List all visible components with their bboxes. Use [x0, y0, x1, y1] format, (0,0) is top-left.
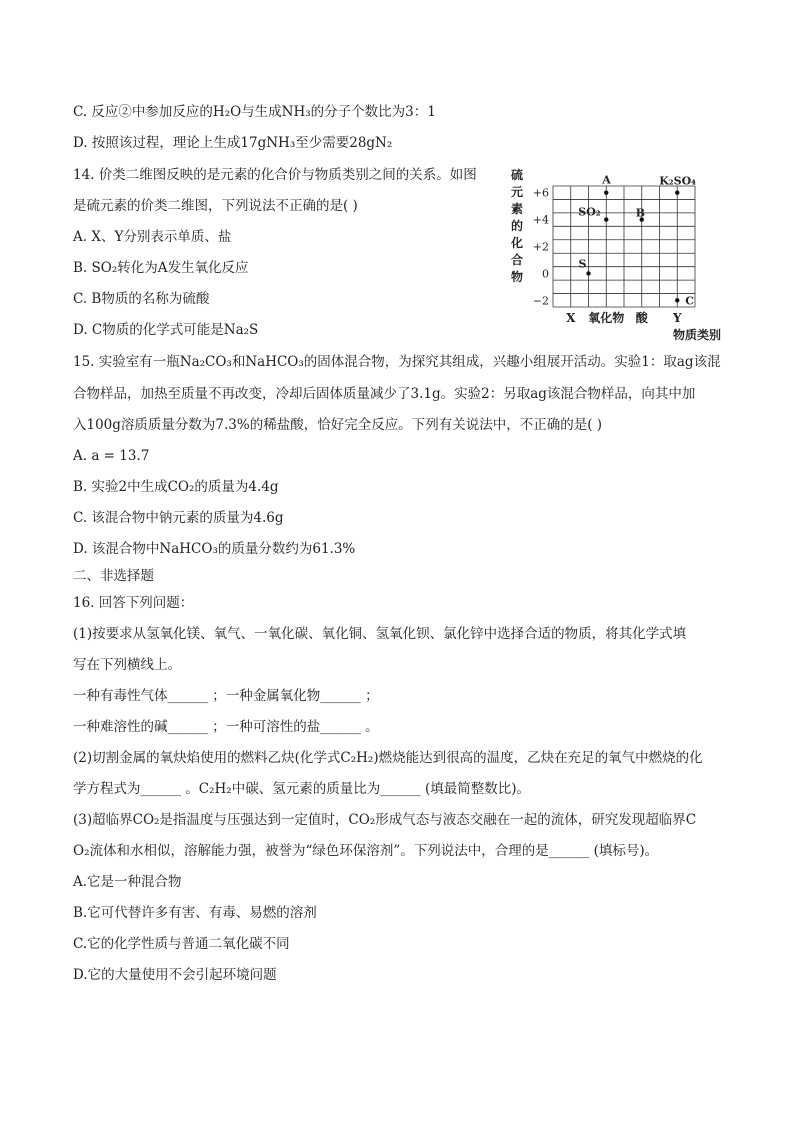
data-point — [675, 298, 679, 302]
point-label: K₂SO₄ — [659, 174, 696, 188]
q13-option-c: C. 反应②中参加反应的H₂O与生成NH₃的分子个数比为3：1 — [73, 104, 436, 120]
data-point — [675, 191, 679, 195]
y-tick-label: +2 — [532, 240, 549, 254]
section-heading: 二、非选择题 — [73, 568, 154, 584]
q15-option-d: D. 该混合物中NaHCO₃的质量分数约为61.3% — [73, 541, 356, 557]
q16-part3-option-a: A.它是一种混合物 — [73, 874, 182, 890]
y-axis-label-char: 素 — [510, 202, 524, 216]
point-label: A — [602, 173, 611, 187]
q14-option-d: D. C物质的化学式可能是Na₂S — [73, 322, 259, 338]
data-point — [586, 271, 590, 275]
q14-option-c: C. B物质的名称为硫酸 — [73, 291, 210, 307]
y-axis-label-char: 化 — [510, 236, 524, 250]
sulfur-valence-class-chart — [505, 165, 735, 345]
q16-part3-option-d: D.它的大量使用不会引起环境问题 — [73, 967, 277, 983]
y-axis-label-char: 合 — [510, 253, 524, 267]
q15-stem-line3: 入100g溶质质量分数为7.3%的稀盐酸，恰好完全反应。下列有关说法中，不正确的是( ) — [73, 417, 603, 433]
q16-part1-blanks1: 一种有毒性气体______ ；一种金属氧化物______ ； — [73, 688, 379, 704]
q15-stem-line1: 15. 实验室有一瓶Na₂CO₃和NaHCO₃的固体混合物，为探究其组成，兴趣小组展开活动。实验1：取ag该混 — [73, 354, 721, 370]
q16-part2-line1: (2)切割金属的氧炔焰使用的燃料乙炔(化学式C₂H₂)燃烧能达到很高的温度，乙炔在充足的氧气中燃烧的化 — [73, 750, 703, 766]
q15-option-c: C. 该混合物中钠元素的质量为4.6g — [73, 510, 284, 526]
q16-part3-option-b: B.它可代替许多有害、有毒、易燃的溶剂 — [73, 905, 317, 921]
q15-option-a: A. a = 13.7 — [73, 448, 150, 464]
y-axis-label-char: 物 — [510, 270, 524, 284]
point-label: S — [578, 257, 587, 271]
x-category-label: X — [566, 311, 576, 325]
q16-stem: 16. 回答下列问题： — [73, 595, 194, 611]
x-category-label: 氧化物 — [588, 311, 625, 325]
point-label: B — [635, 206, 646, 220]
q14-stem-line1: 14. 价类二维图反映的是元素的化合价与物质类别之间的关系。如图 — [73, 167, 477, 183]
x-axis-label: 物质类别 — [672, 328, 722, 342]
x-category-label: 酸 — [635, 311, 648, 325]
y-tick-label: +4 — [532, 213, 549, 227]
q16-part2-line2: 学方程式为______ 。C₂H₂中碳、氢元素的质量比为______ (填最简整数比)。 — [73, 781, 531, 797]
q15-option-b: B. 实验2中生成CO₂的质量为4.4g — [73, 479, 279, 495]
q13-option-d: D. 按照该过程，理论上生成17gNH₃至少需要28gN₂ — [73, 135, 393, 151]
q14-option-a: A. X、Y分别表示单质、盐 — [73, 229, 232, 245]
q15-stem-line2: 合物样品，加热至质量不再改变，冷却后固体质量减少了3.1g。实验2：另取ag该混合物样品，向其中加 — [73, 386, 696, 402]
data-point — [604, 191, 608, 195]
y-axis-label-char: 元 — [510, 185, 524, 199]
q16-part3-line1: (3)超临界CO₂是指温度与压强达到一定值时，CO₂形成气态与液态交融在一起的流体，研究发现超临界C — [73, 812, 697, 828]
chart-labels — [510, 167, 721, 342]
q14-option-b: B. SO₂转化为A发生氧化反应 — [73, 260, 249, 276]
q16-part1-line2: 写在下列横线上。 — [73, 657, 181, 673]
x-category-label: Y — [672, 311, 682, 325]
y-axis-label-char: 硫 — [510, 168, 524, 182]
q16-part3-option-c: C.它的化学性质与普通二氧化碳不同 — [73, 936, 290, 952]
y-tick-label: 0 — [542, 267, 549, 281]
chart-grid — [553, 186, 695, 307]
y-tick-label: +6 — [532, 186, 549, 200]
q16-part1-blanks2: 一种难溶性的碱______ ；一种可溶性的盐______ 。 — [73, 719, 379, 735]
q14-stem-line2: 是硫元素的价类二维图，下列说法不正确的是( ) — [73, 198, 358, 214]
q16-part3-line2: O₂流体和水相似，溶解能力强，被誉为“绿色环保溶剂”。下列说法中，合理的是______ (填标号)。 — [73, 843, 659, 859]
data-point — [604, 217, 608, 221]
point-label: SO₂ — [578, 205, 601, 219]
q16-part1-line1: (1)按要求从氢氧化镁、氧气、一氧化碳、氧化铜、氢氧化钡、氯化锌中选择合适的物质，将其化学式填 — [73, 626, 687, 642]
y-axis-label-char: 的 — [510, 219, 524, 233]
point-label: C — [685, 294, 695, 308]
y-tick-label: −2 — [532, 294, 549, 308]
chart-points — [578, 174, 696, 308]
